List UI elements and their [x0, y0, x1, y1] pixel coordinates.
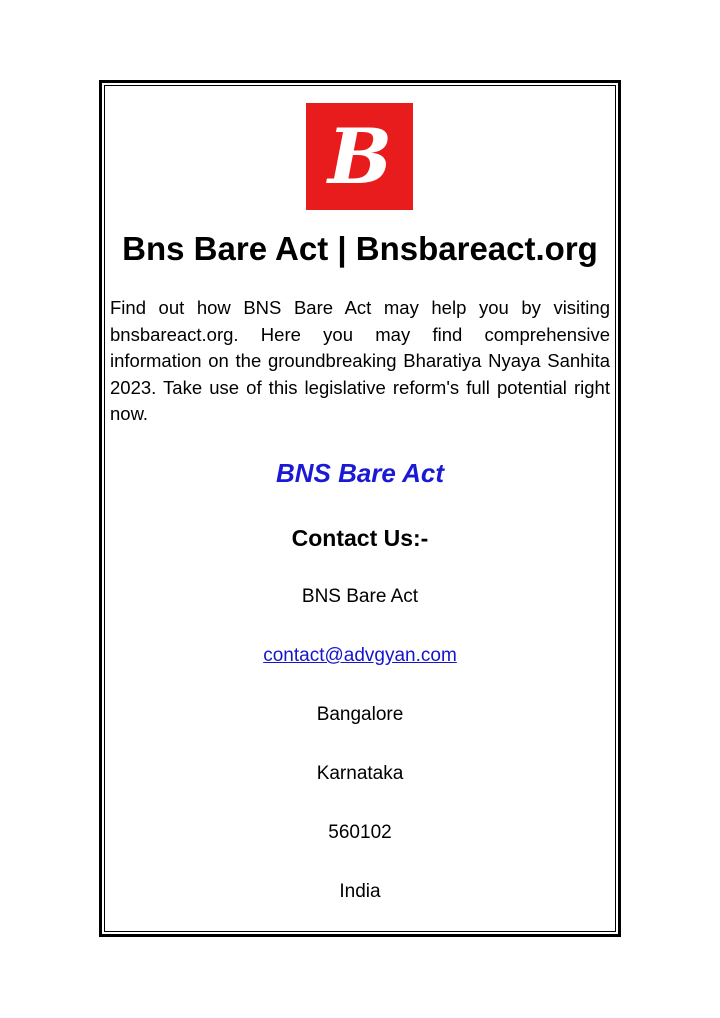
contact-postal-code: 560102 [328, 822, 392, 843]
intro-paragraph: Find out how BNS Bare Act may help you by visiting bnsbareact.org. Here you may find comprehensive information on the groundbreaking Bharatiya Nyaya Sanhita 2023. Take use of this legislative reform's full potential right now. [110, 297, 610, 424]
contact-country: India [339, 881, 381, 902]
bns-bare-act-link[interactable]: BNS Bare Act [275, 458, 445, 488]
page-title: Bns Bare Act | Bnsbareact.org [122, 230, 598, 267]
contact-state: Karnataka [316, 763, 404, 784]
svg-text:B: B [327, 116, 392, 197]
page-frame-inner-border [104, 85, 616, 932]
contact-city: Bangalore [316, 704, 404, 725]
contact-email-line [102, 643, 618, 669]
contact-email-link[interactable]: contact@advgyan.com [263, 645, 457, 666]
contact-name: BNS Bare Act [301, 586, 419, 607]
page-frame [99, 80, 621, 937]
brand-logo [306, 103, 413, 210]
contact-heading: Contact Us:- [291, 525, 429, 551]
b-letter-logo-icon [320, 117, 400, 197]
